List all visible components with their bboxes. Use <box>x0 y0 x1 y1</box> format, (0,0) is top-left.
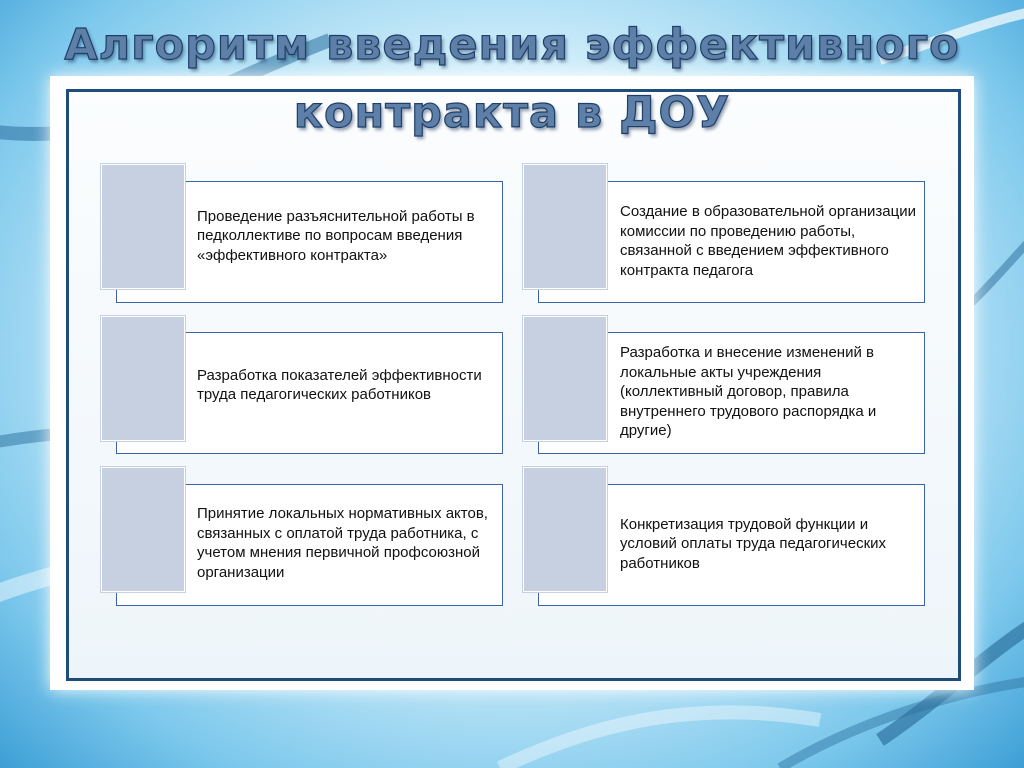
step-text: Принятие локальных нормативных актов, связанных с оплатой труда работника, с учетом мнения первичной профсоюзной организации <box>197 505 488 581</box>
step-marker <box>523 467 607 592</box>
step-marker <box>101 467 185 592</box>
step-marker <box>101 316 185 441</box>
step-marker <box>523 316 607 441</box>
step-text: Конкретизация трудовой функции и условий оплаты труда педагогических работников <box>620 515 887 572</box>
slide-title-line1: Алгоритм введения эффективного <box>64 20 960 70</box>
step-marker <box>101 164 185 289</box>
step-text: Разработка и внесение изменений в локальные акты учреждения (коллективный договор, правила внутреннего трудового распорядка и другие) <box>620 344 877 440</box>
step-text: Создание в образовательной организации комиссии по проведению работы, связанной с введением эффективного контракта педагога <box>620 203 916 279</box>
step-text: Проведение разъяснительной работы в педколлективе по вопросам введения «эффективного контракта» <box>197 207 475 264</box>
slide-title-line2: контракта в ДОУ <box>293 88 731 138</box>
step-marker <box>523 164 607 289</box>
step-text: Разработка показателей эффективности труда педагогических работников <box>197 366 482 403</box>
